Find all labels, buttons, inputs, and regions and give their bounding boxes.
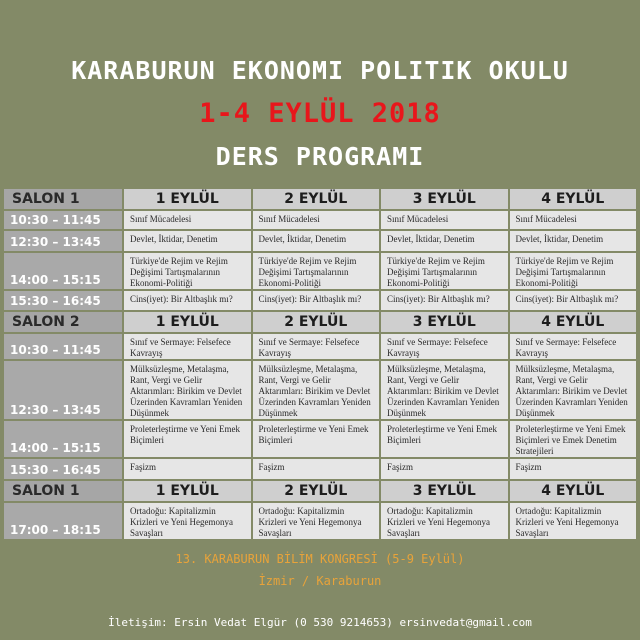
salon-header-row (4, 312, 636, 332)
day-header: 4 EYLÜL (510, 481, 637, 501)
day-header: 3 EYLÜL (381, 481, 508, 501)
session-title: Devlet, İktidar, Denetim (124, 231, 251, 251)
session-title: Faşizm (381, 459, 508, 479)
session-time: 15:30 – 16:45 (4, 459, 122, 479)
session-title: Faşizm (253, 459, 380, 479)
session-title: Sınıf ve Sermaye: Felsefece Kavrayış (253, 334, 380, 359)
session-row (4, 361, 636, 419)
session-title: Proleterleştirme ve Yeni Emek Biçimleri (381, 421, 508, 457)
session-title: Ortadoğu: Kapitalizmin Krizleri ve Yeni Hegemonya Savaşları (253, 503, 380, 539)
session-title: Faşizm (124, 459, 251, 479)
session-title: Ortadoğu: Kapitalizmin Krizleri ve Yeni Hegemonya Savaşları (381, 503, 508, 539)
salon-label: SALON 1 (4, 481, 122, 501)
session-title: Sınıf Mücadelesi (253, 211, 380, 229)
session-time: 14:00 – 15:15 (4, 421, 122, 457)
session-title: Proleterleştirme ve Yeni Emek Biçimleri (253, 421, 380, 457)
day-header: 3 EYLÜL (381, 312, 508, 332)
congress-note: 13. KARABURUN BİLİM KONGRESİ (5-9 Eylül) (175, 552, 465, 566)
session-title: Cins(iyet): Bir Altbaşlık mı? (124, 291, 251, 310)
day-header: 4 EYLÜL (510, 312, 637, 332)
program-dates: 1-4 EYLÜL 2018 (199, 98, 441, 129)
session-title: Türkiye'de Rejim ve Rejim Değişimi Tartışmalarının Ekonomi-Politiği (124, 253, 251, 289)
session-title: Sınıf Mücadelesi (124, 211, 251, 229)
session-title: Sınıf ve Sermaye: Felsefece Kavrayış (124, 334, 251, 359)
contact-info: İletişim: Ersin Vedat Elgür (0 530 9214653) ersinvedat@gmail.com (108, 616, 532, 629)
session-title: Türkiye'de Rejim ve Rejim Değişimi Tartışmalarının Ekonomi-Politiği (253, 253, 380, 289)
session-title: Sınıf Mücadelesi (381, 211, 508, 229)
session-title: Mülksüzleşme, Metalaşma, Rant, Vergi ve Gelir Aktarımları: Birikim ve Devlet Üzerinden Kavramları Yeniden Düşünmek (381, 361, 508, 419)
session-title: Türkiye'de Rejim ve Rejim Değişimi Tartışmalarının Ekonomi-Politiği (510, 253, 637, 289)
session-title: Mülksüzleşme, Metalaşma, Rant, Vergi ve Gelir Aktarımları: Birikim ve Devlet Üzerinden Kavramları Yeniden Düşünmek (124, 361, 251, 419)
salon-label: SALON 1 (4, 189, 122, 209)
session-title: Faşizm (510, 459, 637, 479)
session-title: Mülksüzleşme, Metalaşma, Rant, Vergi ve Gelir Aktarımları: Birikim ve Devlet Üzerinden Kavramları Yeniden Düşünmek (253, 361, 380, 419)
day-header: 1 EYLÜL (124, 312, 251, 332)
salon-header-row (4, 189, 636, 209)
day-header: 1 EYLÜL (124, 189, 251, 209)
day-header: 2 EYLÜL (253, 189, 380, 209)
congress-place: İzmir / Karaburun (258, 574, 382, 588)
session-row (4, 503, 636, 539)
day-header: 2 EYLÜL (253, 481, 380, 501)
session-time: 17:00 – 18:15 (4, 503, 122, 539)
session-title: Proleterleştirme ve Yeni Emek Biçimleri (124, 421, 251, 457)
salon-label: SALON 2 (4, 312, 122, 332)
session-title: Sınıf ve Sermaye: Felsefece Kavrayış (381, 334, 508, 359)
session-row (4, 334, 636, 359)
session-time: 15:30 – 16:45 (4, 291, 122, 310)
session-title: Ortadoğu: Kapitalizmin Krizleri ve Yeni Hegemonya Savaşları (510, 503, 637, 539)
session-title: Proleterleştirme ve Yeni Emek Biçimleri ve Emek Denetim Stratejileri (510, 421, 637, 457)
session-time: 10:30 – 11:45 (4, 334, 122, 359)
session-title: Cins(iyet): Bir Altbaşlık mı? (510, 291, 637, 310)
day-header: 3 EYLÜL (381, 189, 508, 209)
session-title: Cins(iyet): Bir Altbaşlık mı? (381, 291, 508, 310)
session-title: Türkiye'de Rejim ve Rejim Değişimi Tartışmalarının Ekonomi-Politiği (381, 253, 508, 289)
session-title: Ortadoğu: Kapitalizmin Krizleri ve Yeni Hegemonya Savaşları (124, 503, 251, 539)
day-header: 1 EYLÜL (124, 481, 251, 501)
program-subtitle: DERS PROGRAMI (215, 142, 425, 171)
session-title: Devlet, İktidar, Denetim (381, 231, 508, 251)
session-time: 12:30 – 13:45 (4, 231, 122, 251)
session-title: Sınıf ve Sermaye: Felsefece Kavrayış (510, 334, 637, 359)
session-row (4, 211, 636, 229)
session-row (4, 253, 636, 289)
salon-header-row (4, 481, 636, 501)
session-time: 14:00 – 15:15 (4, 253, 122, 289)
day-header: 2 EYLÜL (253, 312, 380, 332)
session-row (4, 421, 636, 457)
session-time: 12:30 – 13:45 (4, 361, 122, 419)
session-title: Mülksüzleşme, Metalaşma, Rant, Vergi ve Gelir Aktarımları: Birikim ve Devlet Üzerinden Kavramları Yeniden Düşünmek (510, 361, 637, 419)
session-title: Devlet, İktidar, Denetim (510, 231, 637, 251)
session-title: Cins(iyet): Bir Altbaşlık mı? (253, 291, 380, 310)
program-title: KARABURUN EKONOMI POLITIK OKULU (71, 56, 569, 85)
session-row (4, 291, 636, 310)
session-title: Sınıf Mücadelesi (510, 211, 637, 229)
schedule-table (2, 187, 638, 541)
session-time: 10:30 – 11:45 (4, 211, 122, 229)
session-row (4, 459, 636, 479)
day-header: 4 EYLÜL (510, 189, 637, 209)
session-row (4, 231, 636, 251)
session-title: Devlet, İktidar, Denetim (253, 231, 380, 251)
